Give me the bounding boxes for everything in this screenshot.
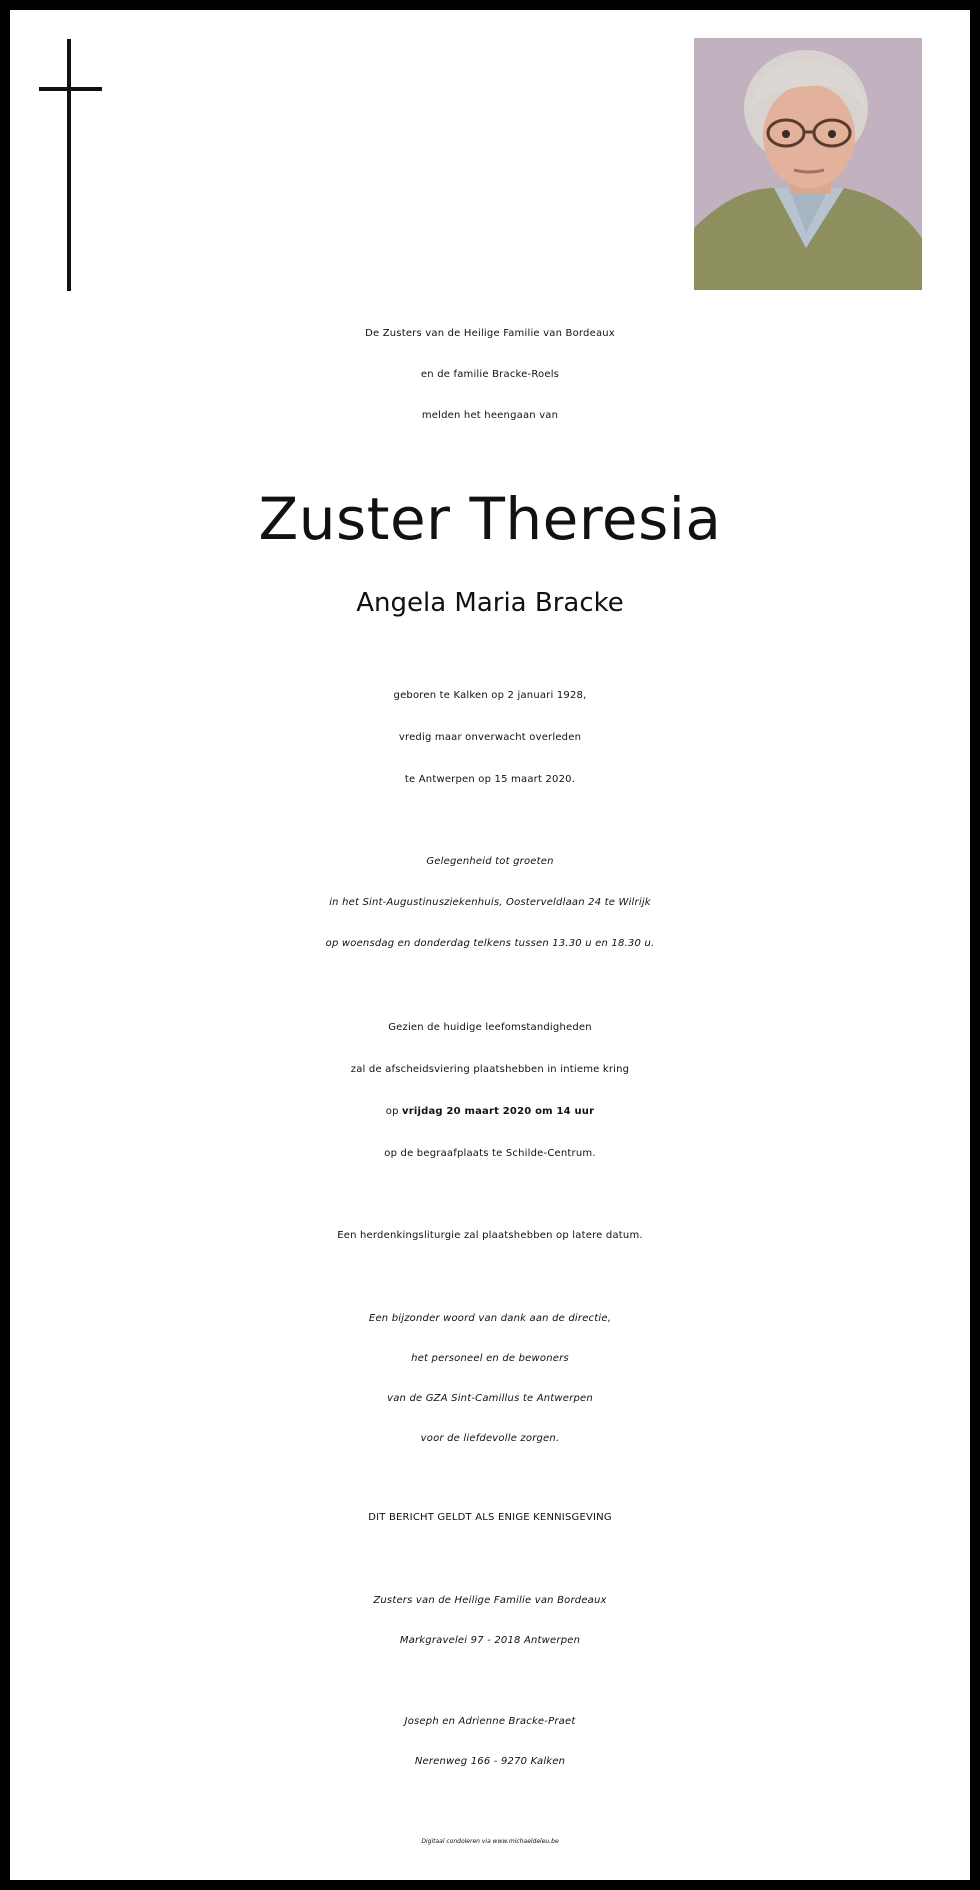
thanks-line-2: het personeel en de bewoners [411, 1353, 569, 1364]
birth-line: geboren te Kalken op 2 januari 1928, [393, 690, 587, 701]
thanks-line-4: voor de liefdevolle zorgen. [420, 1433, 560, 1444]
portrait-photo [694, 38, 922, 290]
address2-name: Joseph en Adrienne Bracke-Praet [404, 1716, 576, 1727]
ceremony-line-1: Gezien de huidige leefomstandigheden [388, 1022, 592, 1033]
address2-street: Nerenweg 166 - 9270 Kalken [414, 1756, 566, 1767]
header-line-1: De Zusters van de Heilige Familie van Bordeaux [365, 328, 615, 339]
address1-name: Zusters van de Heilige Familie van Bordeaux [373, 1595, 607, 1606]
memorial-line: Een herdenkingsliturgie zal plaatshebben op latere datum. [337, 1230, 643, 1241]
notice-line: DIT BERICHT GELDT ALS ENIGE KENNISGEVING [368, 1512, 612, 1523]
thanks-line-3: van de GZA Sint-Camillus te Antwerpen [387, 1393, 593, 1404]
obituary-card [10, 10, 970, 1880]
ceremony-line-3 [10, 1106, 970, 1117]
deceased-full-name: Angela Maria Bracke [356, 588, 624, 618]
header-line-2: en de familie Bracke-Roels [420, 369, 560, 380]
ceremony-line-2: zal de afscheidsviering plaatshebben in intieme kring [350, 1064, 630, 1075]
address1-street: Markgravelei 97 - 2018 Antwerpen [399, 1635, 581, 1646]
visit-line-2: in het Sint-Augustinusziekenhuis, Oosterveldlaan 24 te Wilrijk [329, 897, 651, 908]
ceremony-date: vrijdag 20 maart 2020 om 14 uur [402, 1106, 595, 1117]
visit-line-3: op woensdag en donderdag telkens tussen 13.30 u en 18.30 u. [325, 938, 655, 949]
death-place-line: te Antwerpen op 15 maart 2020. [404, 774, 576, 785]
condolence-line: Digitaal condoleren via www.michaeldeleu.be [421, 1838, 559, 1845]
visit-line-1: Gelegenheid tot groeten [426, 856, 554, 867]
death-line: vredig maar onverwacht overleden [398, 732, 582, 743]
ceremony-line-4: op de begraafplaats te Schilde-Centrum. [384, 1148, 596, 1159]
cross-icon-bar [39, 87, 102, 91]
header-line-3: melden het heengaan van [421, 410, 559, 421]
cross-icon [67, 39, 71, 291]
deceased-name: Zuster Theresia [258, 485, 722, 553]
ceremony-prefix: op [385, 1106, 403, 1117]
thanks-line-1: Een bijzonder woord van dank aan de directie, [368, 1313, 612, 1324]
